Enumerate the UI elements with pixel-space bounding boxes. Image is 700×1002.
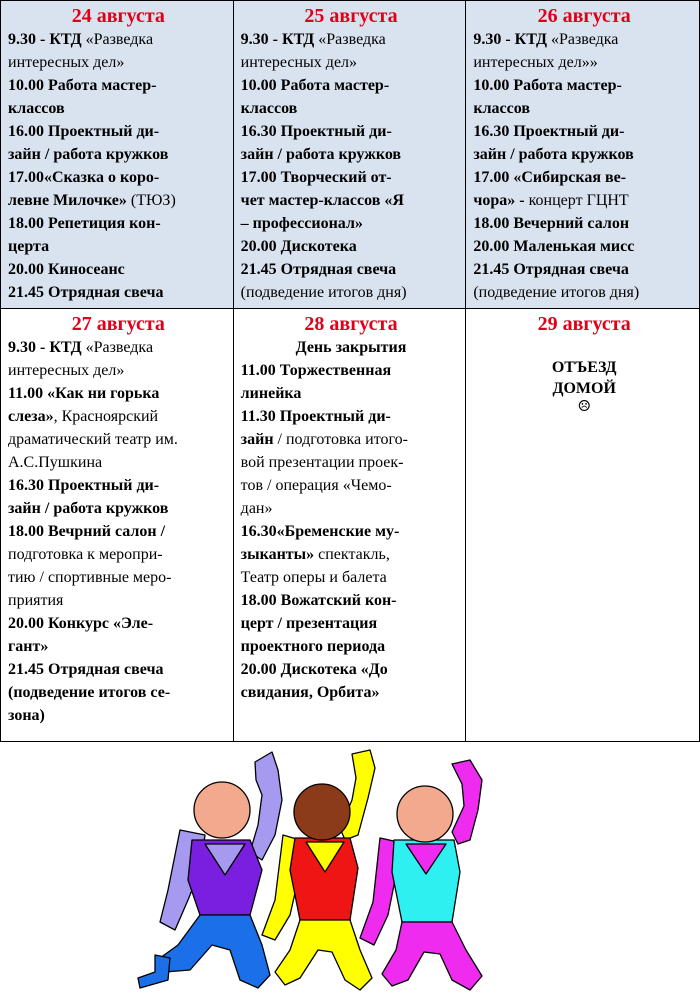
event-line bbox=[241, 212, 462, 235]
event-line bbox=[8, 681, 229, 704]
event-text: 11.00 Торжественная bbox=[240, 362, 392, 379]
event-text: зайн / работа кружков bbox=[240, 146, 402, 163]
event-line bbox=[241, 143, 462, 166]
event-text: А.С.Пушкина bbox=[8, 454, 103, 471]
event-text: (подведение итогов дня) bbox=[473, 284, 640, 301]
event-line bbox=[241, 405, 462, 428]
event-line bbox=[8, 566, 229, 589]
event-text: 16.00 Проектный ди- bbox=[8, 123, 160, 140]
event-text: 10.00 Работа мастер- bbox=[473, 77, 622, 94]
event-line bbox=[8, 97, 229, 120]
event-line bbox=[241, 658, 462, 681]
event-text: 16.30 Проектный ди- bbox=[8, 477, 160, 494]
event-text: концерт ГЦНТ bbox=[528, 192, 629, 209]
event-text: зайн bbox=[240, 431, 274, 448]
event-line bbox=[8, 589, 229, 612]
event-line bbox=[241, 74, 462, 97]
event-line bbox=[8, 704, 229, 727]
day-events bbox=[241, 28, 462, 304]
event-line bbox=[8, 520, 229, 543]
event-line bbox=[473, 189, 695, 212]
event-line bbox=[8, 120, 229, 143]
event-line bbox=[241, 520, 462, 543]
schedule-row-2 bbox=[1, 309, 699, 741]
event-text: церта bbox=[8, 238, 50, 255]
event-line bbox=[241, 681, 462, 704]
departure-line-1: ОТЪЕЗД bbox=[551, 359, 617, 376]
event-text: 20.00 Киносеанс bbox=[8, 261, 125, 278]
event-text: левне Милочке» bbox=[8, 192, 127, 209]
event-text: (ТЮЗ) bbox=[126, 192, 176, 209]
event-line bbox=[8, 51, 229, 74]
event-text: – профессионал» bbox=[240, 215, 363, 232]
event-line bbox=[8, 612, 229, 635]
day-events bbox=[473, 28, 695, 304]
event-line bbox=[8, 212, 229, 235]
event-text: «Разведка bbox=[318, 31, 386, 48]
day-events bbox=[8, 28, 229, 304]
event-line bbox=[8, 405, 229, 428]
event-line bbox=[241, 51, 462, 74]
event-text: линейка bbox=[240, 385, 302, 402]
event-line bbox=[473, 120, 695, 143]
event-text: тов / операция «Чемо- bbox=[240, 477, 392, 494]
event-text: 16.30«Бременские му- bbox=[240, 523, 400, 540]
departure-line-2: ДОМОЙ bbox=[552, 380, 616, 397]
event-line bbox=[241, 451, 462, 474]
event-line bbox=[8, 28, 229, 51]
event-line bbox=[8, 474, 229, 497]
event-text: 16.30 Проектный ди- bbox=[473, 123, 625, 140]
event-line bbox=[241, 497, 462, 520]
day-cell bbox=[1, 1, 234, 308]
dancing-people-illustration bbox=[0, 740, 700, 997]
event-line bbox=[241, 612, 462, 635]
event-text: 21.45 Отрядная свеча bbox=[240, 261, 397, 278]
event-text: классов bbox=[473, 100, 530, 117]
event-text: интересных дел» bbox=[8, 54, 125, 71]
event-text: 11.30 Проектный ди- bbox=[240, 408, 391, 425]
event-text: 17.00 «Сибирская ве- bbox=[473, 169, 627, 186]
event-line bbox=[473, 258, 695, 281]
day-cell bbox=[466, 1, 699, 308]
event-text: Театр оперы и балета bbox=[240, 569, 387, 586]
dancing-people-icon bbox=[0, 740, 700, 997]
event-line bbox=[241, 235, 462, 258]
event-line bbox=[241, 428, 462, 451]
event-line bbox=[241, 635, 462, 658]
day-events bbox=[241, 359, 462, 704]
event-line bbox=[241, 566, 462, 589]
event-line bbox=[8, 143, 229, 166]
event-text: 9.30 - КТД bbox=[8, 31, 86, 48]
event-text: 9.30 - КТД bbox=[8, 339, 86, 356]
event-line bbox=[8, 543, 229, 566]
event-line bbox=[241, 359, 462, 382]
event-text: 18.00 Репетиция кон- bbox=[8, 215, 161, 232]
event-text: подготовка к меропри- bbox=[8, 546, 163, 563]
day-cell bbox=[466, 309, 699, 741]
event-line bbox=[473, 166, 695, 189]
event-text: 21.45 Отрядная свеча bbox=[8, 661, 164, 678]
event-text: 18.00 Вечрний салон / bbox=[8, 523, 166, 540]
event-text: дан» bbox=[240, 500, 273, 517]
event-line bbox=[473, 212, 695, 235]
event-text: 18.00 Вечерний салон bbox=[473, 215, 630, 232]
event-text: 9.30 - КТД bbox=[240, 31, 319, 48]
event-text: 10.00 Работа мастер- bbox=[8, 77, 157, 94]
event-text: (подведение итогов дня) bbox=[240, 284, 407, 301]
event-text: 11.00 «Как ни горька bbox=[8, 385, 160, 402]
event-text: чора» - bbox=[473, 192, 529, 209]
event-text: церт / презентация bbox=[240, 615, 378, 632]
event-text: , Красноярский bbox=[53, 408, 159, 425]
event-text: 21.45 Отрядная свеча bbox=[473, 261, 629, 278]
event-line bbox=[241, 382, 462, 405]
event-text: / подготовка итого- bbox=[273, 431, 408, 448]
event-text: 17.00«Сказка о коро- bbox=[8, 169, 160, 186]
day-subtitle: День закрытия bbox=[295, 339, 407, 356]
event-text: зыканты» bbox=[240, 546, 315, 563]
event-text: «Разведка bbox=[550, 31, 619, 48]
event-text: спектакль, bbox=[314, 546, 390, 563]
event-text: 20.00 Маленькая мисс bbox=[473, 238, 635, 255]
event-line bbox=[8, 451, 229, 474]
event-text: зайн / работа кружков bbox=[473, 146, 634, 163]
event-line bbox=[8, 359, 229, 382]
event-line bbox=[8, 258, 229, 281]
event-line bbox=[8, 336, 229, 359]
event-line bbox=[8, 166, 229, 189]
event-line bbox=[8, 497, 229, 520]
event-text: интересных дел» bbox=[240, 54, 358, 71]
event-text: 21.45 Отрядная свеча bbox=[8, 284, 164, 301]
event-text: классов bbox=[240, 100, 298, 117]
event-line bbox=[473, 74, 695, 97]
event-text: 17.00 Творческий от- bbox=[240, 169, 392, 186]
event-text: 18.00 Вожатский кон- bbox=[240, 592, 397, 609]
dancer-magenta bbox=[360, 760, 482, 990]
event-text: гант» bbox=[8, 638, 49, 655]
event-line bbox=[8, 74, 229, 97]
event-text: проектного периода bbox=[240, 638, 386, 655]
event-text: классов bbox=[8, 100, 65, 117]
event-line bbox=[8, 189, 229, 212]
day-date: 26 августа bbox=[537, 5, 631, 27]
event-text: зайн / работа кружков bbox=[8, 500, 169, 517]
event-line bbox=[8, 281, 229, 304]
event-line bbox=[241, 474, 462, 497]
event-line bbox=[473, 51, 695, 74]
event-line bbox=[8, 658, 229, 681]
day-date: 27 августа bbox=[71, 313, 165, 335]
event-text: интересных дел» bbox=[8, 362, 125, 379]
event-text: 10.00 Работа мастер- bbox=[240, 77, 390, 94]
event-text: чет мастер-классов «Я bbox=[240, 192, 404, 209]
event-line bbox=[241, 543, 462, 566]
event-line bbox=[241, 97, 462, 120]
event-text: драматический театр им. bbox=[8, 431, 178, 448]
day-cell bbox=[234, 1, 467, 308]
event-line bbox=[241, 281, 462, 304]
event-text: «Разведка bbox=[85, 31, 154, 48]
event-text: 20.00 Дискотека «До bbox=[240, 661, 388, 678]
event-text: вой презентации проек- bbox=[240, 454, 404, 471]
day-date: 25 августа bbox=[304, 5, 398, 27]
event-line bbox=[8, 428, 229, 451]
event-line bbox=[473, 143, 695, 166]
event-line bbox=[8, 382, 229, 405]
event-line bbox=[473, 235, 695, 258]
event-line bbox=[8, 635, 229, 658]
event-line bbox=[241, 189, 462, 212]
event-text: 16.30 Проектный ди- bbox=[240, 123, 392, 140]
day-events bbox=[8, 336, 229, 727]
sad-face-icon: ☹ bbox=[577, 399, 591, 415]
event-line bbox=[241, 258, 462, 281]
event-line bbox=[473, 28, 695, 51]
event-text: тию / спортивные меро- bbox=[8, 569, 172, 586]
event-line bbox=[241, 28, 462, 51]
day-date: 29 августа bbox=[537, 313, 631, 335]
event-text: (подведение итогов се- bbox=[8, 684, 171, 701]
day-cell bbox=[234, 309, 467, 741]
day-cell bbox=[1, 309, 234, 741]
event-text: зайн / работа кружков bbox=[8, 146, 169, 163]
event-text: «Разведка bbox=[85, 339, 154, 356]
event-line bbox=[473, 281, 695, 304]
event-text: 9.30 - КТД bbox=[473, 31, 551, 48]
event-line bbox=[241, 589, 462, 612]
dancer-lavender bbox=[138, 752, 282, 988]
event-text: свидания, Орбита» bbox=[240, 684, 380, 701]
event-text: 20.00 Дискотека bbox=[240, 238, 357, 255]
event-text: 20.00 Конкурс «Эле- bbox=[8, 615, 154, 632]
event-line bbox=[473, 97, 695, 120]
event-text: интересных дел»» bbox=[473, 54, 598, 71]
schedule-row-1 bbox=[1, 1, 699, 309]
event-line bbox=[241, 166, 462, 189]
event-text: зона) bbox=[8, 707, 45, 724]
event-text: приятия bbox=[8, 592, 64, 609]
day-date: 24 августа bbox=[71, 5, 165, 27]
event-text: слеза» bbox=[8, 408, 54, 425]
event-line bbox=[8, 235, 229, 258]
day-date: 28 августа bbox=[304, 313, 398, 335]
event-line bbox=[241, 120, 462, 143]
